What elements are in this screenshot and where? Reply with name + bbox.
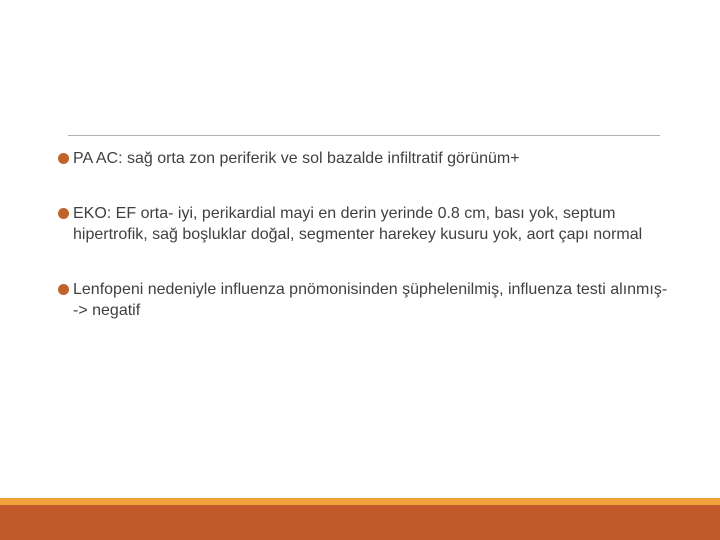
title-divider (68, 135, 660, 136)
footer-accent-stripe (0, 498, 720, 505)
bullet-text: PA AC: sağ orta zon periferik ve sol bazalde infiltratif görünüm+ (73, 150, 520, 167)
bullet-dot-icon (58, 153, 69, 164)
bullet-dot-icon (58, 284, 69, 295)
bullet-item-pa-ac (58, 148, 668, 169)
bullet-text: Lenfopeni nedeniyle influenza pnömonisinden şüphelenilmiş, influenza testi alınmış--> negatif (73, 281, 668, 319)
bullet-list (58, 148, 668, 321)
bullet-item-eko (58, 203, 668, 245)
footer-bar (0, 505, 720, 540)
bullet-dot-icon (58, 208, 69, 219)
bullet-text: EKO: EF orta- iyi, perikardial mayi en derin yerinde 0.8 cm, bası yok, septum hipertrofik, sağ boşluklar doğal, segmenter harekey kusuru yok, aort çapı normal (73, 205, 643, 243)
bullet-item-lenfopeni (58, 279, 668, 321)
